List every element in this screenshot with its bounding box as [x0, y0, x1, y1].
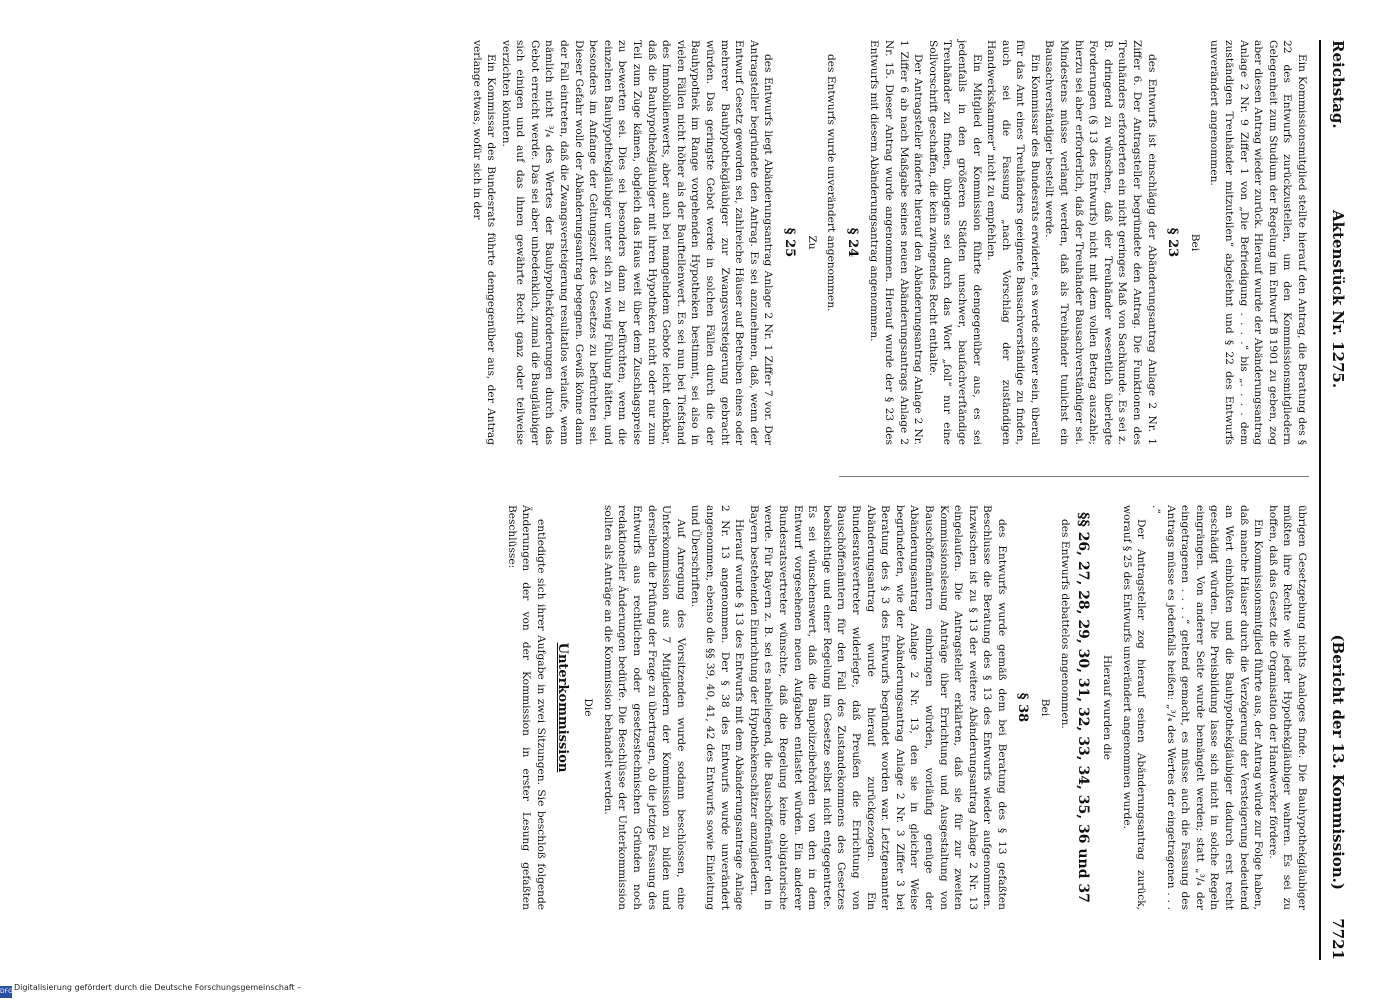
header-rule [1319, 40, 1321, 960]
section-heading: § 24 [844, 227, 860, 258]
page-number: 7721 [1329, 918, 1347, 960]
section-heading: §§ 26, 27, 28, 29, 30, 31, 32, 33, 34, 35, 36 und 37 [1074, 512, 1091, 903]
header-left: Reichstag. [1329, 40, 1347, 129]
centered-text: Zu [805, 235, 818, 250]
paragraph: Hierauf wurde § 13 des Entwurfs mit dem Abänderungsantrage Anlage 2 Nr. 13 angenommen. Der § 38 des Entwurfs wurde unverändert angenommen, ebenso die §§ 39, 40, 41, 42 des Entwurfs sowie Einleitung und Überschriften. [689, 505, 746, 910]
paragraph: des Entwurfs ist einschlägig der Abänderungsantrag Anlage 2 Nr. 1 Ziffer 6. Der Antragsteller begründete den Antrag. Die Funktionen des Treuhänders erforderten ein nicht geringes Maß von Sachkunde. Es sei z. B. dringend zu wünschen, daß der Treuhänder wesentlich überlegte Forderungen (§ 13 des Entwurfs) nicht mit dem vollen Betrag auszahle; hierzu sei aber erforderlich, daß der Treuhänder Bausachverständiger sei. Mindestens müsse verlangt werden, daß als Treuhänder tunlichst ein Bausachverständiger bestellt werde. [1043, 40, 1158, 445]
paragraph: des Entwurfs wurde unverändert angenommen. [825, 54, 838, 312]
paragraph: entledigte sich ihrer Aufgabe in zwei Sitzungen. Sie beschloß folgende Änderungen der von der Kommission in erster Lesung gefaßten Beschlüsse: [505, 505, 548, 910]
centered-text: Bei [1188, 233, 1201, 252]
footer-text: Digitalisierung gefördert durch die Deutsche Forschungsgemeinschaft – [14, 983, 302, 992]
dfg-logo: DFG [0, 986, 12, 998]
paragraph: Auf Anregung des Vorsitzenden wurde sodann beschlossen, eine Unterkommission aus 7 Mitgliedern der Kommission zu bilden und derselben die Prüfung der Frage zu übertragen, ob die jetzige Fassung des Entwurfs aus rechtlichen oder gesetzestechnischen Gründen noch redaktioneller Änderungen bedürfe. Die Beschlüsse der Unterkommission sollten als Anträge an die Kommission behandelt werden. [601, 505, 687, 910]
paragraph: übrigen Gesetzgebung nichts Analoges finde. Die Bauhypothekgläubiger müßten ihre Rechte wie jeder Hypothekgläubiger wahren. Es sei zu hoffen, daß das Gesetz die Organisation der Handwerker fördere. [1266, 505, 1308, 910]
left-column [469, 40, 1309, 445]
centered-text: Die [582, 698, 595, 717]
paragraph: des Entwurfs liegt Abänderungsantrag Anlage 2 Nr. 1 Ziffer 7 vor. Der Antragsteller begründete den Antrag. Es sei anzunehmen, daß, wenn der Entwurf Gesetz geworden sei, zahlreiche Häuser auf Betreiben eines oder mehrerer Bauhypothekgläubiger zur Zwangsversteigerung gebracht würden. Das geringste Gebot werde in solchen Fällen durch die der Bauhypothek im Range vorgehenden Hypotheken bestimmt, sei also in vielen Fällen nicht höher als der Bauftellenwert. Es sei nun bei Tiefstand des Immobilienwerts, aber auch bei mangelndem Gebote leicht denkbar, daß die Bauhypothekgläubiger mit ihren Hypotheken nicht oder nur zum Teil zum Zuge kämen, obgleich das Haus weit über dem Zuschlagspreise zu bewerten sei. Dies sei besonders dann zu befürchten, wenn die einzelnen Bauhypothekgläubiger unter sich zu wenig Fühlung hätten, und besonders im Anfange der Geltungszeit des Gesetzes zu befürchten sei. Dieser Gefahr wolle der Abänderungsantrag begegnen. Gewiß könne dann der Fall eintreten, daß die Zwangsversteigerung resultatlos verlaufe, wenn nämlich nicht ³/₄ des Wertes der Bauhypothekforderungen durch das Gebot erreicht werde. Das sei aber unbedenklich, zumal die Baugläubiger sich einigen und auf das ihnen gewährte Recht ganz oder teilweise verzichten könnten. [499, 40, 775, 445]
centered-text: Hierauf wurden die [1101, 654, 1114, 761]
paragraph: Ein Kommissionsmitglied führte aus, der Antrag würde zur Folge haben, daß manche Häuser durch die Verzögerung der Versteigerung bedeutend an Wert einbüßten und die Bauhypothekgläubiger dadurch erst recht geschädigt würden. Die Preisbildung lasse sich nicht in solche Regeln eingrängen. Von anderer Seite wurde bemängelt werden; statt „³/₄ der eingetragenen . . . .“ geltend gemacht, es müsse auch die Fassung des Antrags müsse es jedenfalls heißen: „³/₄ des Wertes der eingetragenen . . . .“ [1150, 505, 1265, 910]
paragraph: des Entwurfs wurde gemäß dem bei Beratung des § 13 gefaßten Beschlusse die Beratung des § 13 des Entwurfs wieder aufgenommen. Inzwischen ist zu § 13 der weitere Abänderungsantrag Anlage 2 Nr. 13 eingelaufen. Die Antragsteller erklärten, daß sie für zur zweiten Kommissionslesung Anträge über Errichtung und Ausgestaltung von Bauschöffenämtern einbringen würden, vorläufig genüge der Abänderungsantrag Anlage 2 Nr. 13, den sie in gleicher Weise begründeten, wie der Abänderungsantrag Anlage 2 Nr. 3 Ziffer 3 bei Beratung des § 3 des Entwurfs begründet worden war. Letztgenannter Abänderungsantrag wurde hierauf zurückgezogen. Ein Bundesratsvertreter widerlegte, daß Preußen die Errichtung von Bauschöffenämtern für den Fall des Zustandekommens des Gesetzes beabsichtige und einer Regelung im Gesetze selbst nicht entgegentrete. Es sei wünschenswert, daß die Baupolizeibehörden von den in dem Entwurf vorgesehenen neuen Aufgaben entlastet würden. Ein anderer Bundesratsvertreter wünschte, daß die Regelung keine obligatorische werde. Für Bayern z. B. sei es naheliegend, die Bauschöffenämter den in Bayern bestehenden Einrichtung der Hypothekenschätzer anzugliedern. [747, 505, 1008, 910]
section-heading: § 38 [1015, 692, 1031, 723]
section-heading: § 23 [1165, 227, 1181, 258]
right-column [504, 505, 1309, 910]
page-header [1323, 40, 1347, 960]
section-heading: § 25 [782, 227, 797, 258]
footer [14, 983, 301, 992]
paragraph: Ein Kommissar des Bundesrats führte demgegenüber aus, der Antrag verlange etwas, wofür sich in der [470, 40, 498, 445]
paragraph: des Entwurfs debattelos angenommen. [1058, 519, 1071, 729]
paragraph: Der Antragsteller zog hierauf seinen Abänderungsantrag zurück, worauf § 25 des Entwurfs unverändert angenommen wurde. [1120, 505, 1148, 910]
paragraph: Der Antragsteller änderte hierauf den Abänderungsantrag Anlage 2 Nr. 1 Ziffer 6 ab nach Maßgabe seines neuen Abänderungsantrags Anlage 2 Nr. 15. Dieser Antrag wurde angenommen. Hierauf wurde der § 23 des Entwurfs mit diesem Abänderungsantrag angenommen. [868, 40, 925, 445]
paragraph: Ein Kommissionsmitglied stellte hierauf den Antrag, die Beratung des § 22 des Entwurfs zurückzustellen, um den Kommissionsmitgliedern Gelegenheit zum Studium der Regelung im Entwurf B 1901 zu geben, zog aber diesen Antrag wieder zurück. Hierauf wurde der Abänderungsantrag Anlage 2 Nr. 9 Ziffer 1 von „Die Befriedigung . . . .“ bis „. . . . dem zuständigen Treuhänder mitzuteilen“ abgelehnt und § 22 des Entwurfs unverändert angenommen. [1208, 40, 1308, 445]
header-title: Aktenstück Nr. 1275. [1329, 210, 1347, 389]
paragraph: Ein Kommissar des Bundesrats erwiderte, es werde schwer sein, überall für das Amt eines Treuhänders geeignete Bausachverständige zu finden, auch sei die Fassung „nach Vorschlag der zuständigen Handwerkskammer“ nicht zu empfehlen. [985, 40, 1041, 445]
column-divider [839, 476, 1309, 477]
paragraph: Ein Mitglied der Kommission führte demgegenüber aus, es sei jedenfalls in den größeren Städten unschwer, bauſachverſtändige Treuhänder zu finden, übrigens sei durch das Wort „ſoll“ nur eine Sollvorschrift geschaffen, die kein zwingendes Recht enthalte. [926, 40, 983, 445]
header-right: (Bericht der 13. Kommission.) [1329, 634, 1347, 890]
subheading: Unterkommission [554, 642, 570, 773]
centered-text: Bei [1039, 698, 1052, 717]
